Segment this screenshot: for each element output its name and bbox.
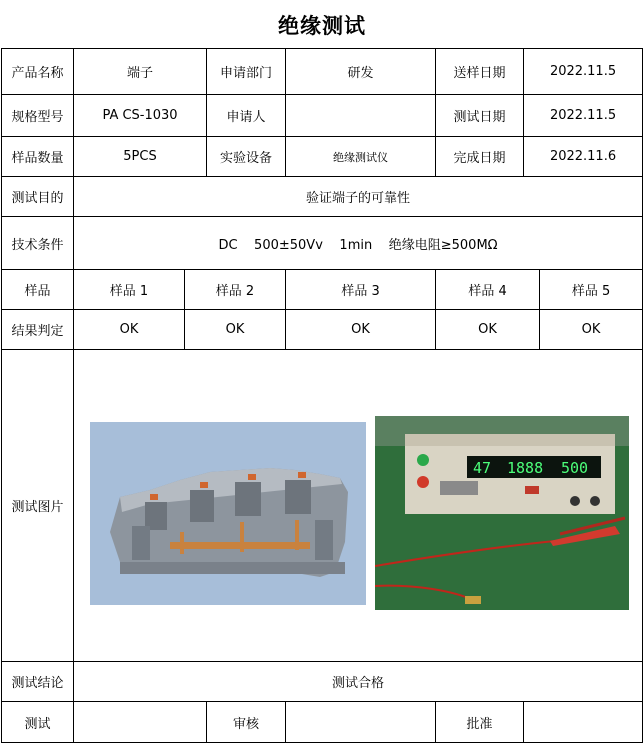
sample-5: 样品 5 <box>540 270 643 310</box>
row-samples <box>2 270 643 310</box>
value-purpose: 验证端子的可靠性 <box>74 177 643 217</box>
label-tech: 技术条件 <box>2 217 74 270</box>
value-department: 研发 <box>286 49 436 95</box>
label-reviewer: 审核 <box>207 702 286 743</box>
value-product-name: 端子 <box>74 49 207 95</box>
label-purpose: 测试目的 <box>2 177 74 217</box>
value-applicant <box>286 95 436 137</box>
sample-1: 样品 1 <box>74 270 185 310</box>
insulation-tester-photo <box>375 416 629 610</box>
label-conclusion: 测试结论 <box>2 662 74 702</box>
value-send-date: 2022.11.5 <box>524 49 643 95</box>
value-tester <box>74 702 207 743</box>
value-conclusion: 测试合格 <box>74 662 643 702</box>
label-approver: 批准 <box>436 702 524 743</box>
row-signatures <box>2 702 643 743</box>
value-test-date: 2022.11.5 <box>524 95 643 137</box>
label-tester: 测试 <box>2 702 74 743</box>
meter-display-3: 500 <box>561 459 589 477</box>
sample-2: 样品 2 <box>185 270 286 310</box>
label-samples: 样品 <box>2 270 74 310</box>
photos-cell <box>74 350 643 662</box>
result-3: OK <box>286 310 436 350</box>
row-results <box>2 310 643 350</box>
row-model <box>2 95 643 137</box>
result-1: OK <box>74 310 185 350</box>
label-equipment: 实验设备 <box>207 137 286 177</box>
meter-display-1: 47 <box>473 459 492 477</box>
value-tech: DC 500±50Vv 1min 绝缘电阻≥500MΩ <box>74 217 643 270</box>
value-model: PA CS-1030 <box>74 95 207 137</box>
row-tech <box>2 217 643 270</box>
value-finish-date: 2022.11.6 <box>524 137 643 177</box>
value-quantity: 5PCS <box>74 137 207 177</box>
row-product <box>2 49 643 95</box>
label-results: 结果判定 <box>2 310 74 350</box>
label-send-date: 送样日期 <box>436 49 524 95</box>
row-quantity <box>2 137 643 177</box>
label-test-date: 测试日期 <box>436 95 524 137</box>
value-equipment: 绝缘测试仪 <box>286 137 436 177</box>
result-2: OK <box>185 310 286 350</box>
label-photos: 测试图片 <box>2 350 74 662</box>
test-report-table <box>1 48 643 743</box>
row-purpose <box>2 177 643 217</box>
label-department: 申请部门 <box>207 49 286 95</box>
meter-display-2: 1888 <box>507 459 544 477</box>
sample-4: 样品 4 <box>436 270 540 310</box>
row-conclusion <box>2 662 643 702</box>
label-quantity: 样品数量 <box>2 137 74 177</box>
row-photos <box>2 350 643 662</box>
label-applicant: 申请人 <box>207 95 286 137</box>
terminal-block-photo <box>90 422 366 605</box>
value-reviewer <box>286 702 436 743</box>
page-title: 绝缘测试 <box>278 14 366 38</box>
label-finish-date: 完成日期 <box>436 137 524 177</box>
sample-3: 样品 3 <box>286 270 436 310</box>
result-5: OK <box>540 310 643 350</box>
label-product-name: 产品名称 <box>2 49 74 95</box>
result-4: OK <box>436 310 540 350</box>
label-model: 规格型号 <box>2 95 74 137</box>
value-approver <box>524 702 643 743</box>
